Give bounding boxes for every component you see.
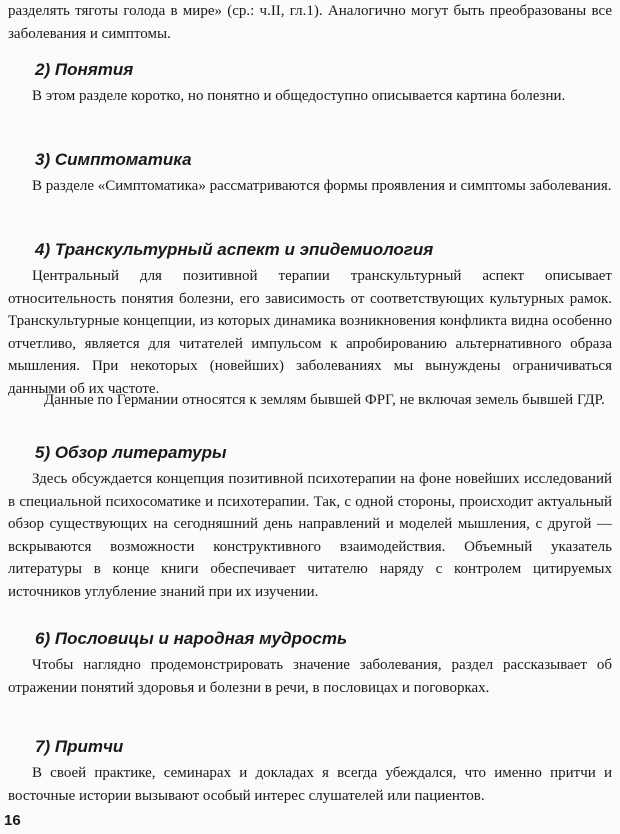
section-paragraph: В своей практике, семинарах и докладах я всегда убеждался, что именно притчи и восточные истории вызывают особый интерес слушателей или пациентов.	[8, 765, 612, 804]
section-paragraph: В этом разделе коротко, но понятно и общедоступно описывается картина болезни.	[32, 88, 566, 104]
section-heading-transcultural: 4) Транскультурный аспект и эпидемиология	[35, 240, 434, 259]
section-heading-symptoms: 3) Симптоматика	[35, 150, 192, 169]
section-paragraph: Чтобы наглядно продемонстрировать значение заболевания, раздел рассказывает об отражении понятий здоровья и болезни в речи, в пословицах и поговорках.	[8, 657, 612, 696]
intro-paragraph: разделять тяготы голода в мире» (ср.: ч.II, гл.1). Аналогично могут быть преобразованы все заболевания и симптомы.	[8, 3, 612, 42]
section-heading-proverbs: 6) Пословицы и народная мудрость	[35, 629, 348, 648]
section-heading-concepts: 2) Понятия	[35, 60, 134, 79]
section-paragraph: В разделе «Симптоматика» рассматриваются формы проявления и симптомы заболевания.	[32, 178, 612, 194]
section-heading-literature: 5) Обзор литературы	[35, 443, 227, 462]
section-paragraph: Здесь обсуждается концепция позитивной психотерапии на фоне новейших исследований в специальной психосоматике и психотерапии. Так, с одной стороны, происходит актуальный обзор существующих на сегодняшний день направлений и моделей мышления, с другой — вскрываются возможности конструктивного взаимодействия. Объемный указатель литературы в конце книги обеспечивает читателю наряду с контролем цитируемых источников углубление знаний при их изучении.	[8, 471, 612, 600]
section-paragraph: Центральный для позитивной терапии транскультурный аспект описывает относительность понятия болезни, его зависимость от соответствующих культурных рамок. Транскультурные концепции, из которых динамика возникновения конфликта видна особенно отчетливо, является для читателей импульсом к апробированию альтернативного образа мышления. При некоторых (новейших) заболеваниях мы вынуждены ограничиваться данными об их частоте.	[8, 268, 612, 397]
page-number: 16	[4, 812, 21, 829]
section-paragraph: Данные по Германии относятся к землям бывшей ФРГ, не включая земель бывшей ГДР.	[44, 392, 605, 408]
section-heading-parables: 7) Притчи	[35, 737, 124, 756]
